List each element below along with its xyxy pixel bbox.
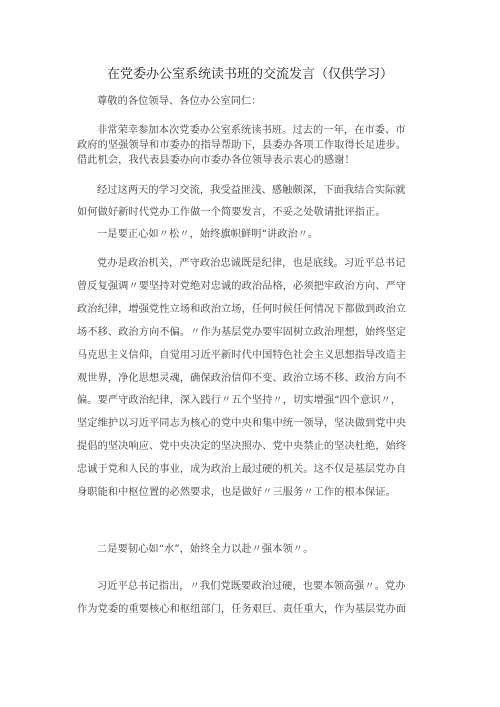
- section-heading-2: [77, 542, 425, 558]
- text-line: 借此机会，我代表县委办向市委办各位领导表示衷心的感谢！: [77, 155, 355, 166]
- text-line: 提倡的坚决响应、党中央决定的坚决照办、党中央禁止的坚决杜绝，始终: [77, 441, 407, 453]
- paragraph-study: [77, 180, 425, 224]
- text-line: 如何做好新时代党办工作做一个简要发言，不妥之处敬请批评指正。: [77, 207, 386, 218]
- text-line: 一是要正心如〃松〃，始终旗帜鲜明“讲政治〃。: [97, 229, 319, 240]
- text-line: 马克思主义信仰，自觉用习近平新时代中国特色社会主义思想指导改造主: [77, 349, 407, 361]
- text-line: 偏。要严守政治纪律，深入践行〃五个坚持〃，切实增强“四个意识〃，: [77, 395, 402, 407]
- paragraph-intro: [77, 123, 425, 168]
- salutation: [77, 94, 425, 110]
- paragraph-capability: [77, 576, 425, 622]
- section-heading-1: [77, 227, 425, 243]
- text-line: 政治纪律，增强党性立场和政治立场，任何时候任何情况下都做到政治立: [77, 303, 407, 315]
- text-line: 忠诚于党和人民的事业，成为政治上最过硬的机关。这不仅是基层党办自: [77, 464, 407, 476]
- text-line: 作为党委的重要核心和枢纽部门，任务艰巨、责任重大，作为基层党办面: [77, 603, 407, 615]
- text-line: 曾反复强调〃要坚持对党绝对忠诚的政治品格，必须把牢政治方向、严守: [77, 280, 407, 292]
- text-line: 习近平总书记指出，〃我们党既要政治过硬，也要本领高强〃。党办: [97, 581, 406, 592]
- text-line: 政府的坚强领导和市委办的指导帮助下，县委办各项工作取得长足进步。: [77, 140, 407, 151]
- text-line: 二是要韧心如“水”，始终全力以赴〃强本领〃。: [97, 544, 314, 555]
- text-line: 场不移、政治方向不偏。〃作为基层党办要牢固树立政治理想，始终坚定: [77, 326, 407, 338]
- text-line: 观世界，净化思想灵魂，确保政治信仰不变、政治立场不移、政治方向不: [77, 372, 407, 384]
- text-line: 坚定维护以习近平同志为核心的党中央和集中统一领导，坚决做到党中央: [77, 418, 407, 430]
- text-line: 非常荣幸参加本次党委办公室系统读书班。过去的一年，在市委、市: [97, 125, 406, 136]
- text-line: 经过这两天的学习交流，我受益匪浅、感触颇深，下面我结合实际就: [97, 185, 406, 196]
- document-title: 在党委办公室系统读书班的交流发言（仅供学习）: [106, 67, 393, 82]
- paragraph-political-loyalty: [77, 253, 425, 505]
- text-line: 身职能和中枢位置的必然要求，也是做好〃三服务〃工作的根本保证。: [77, 487, 396, 499]
- text-line: 尊敬的各位领导、各位办公室同仁：: [97, 96, 262, 107]
- text-line: 党办是政治机关，严守政治忠诚既是纪律，也是底线。习近平总书记: [97, 258, 406, 269]
